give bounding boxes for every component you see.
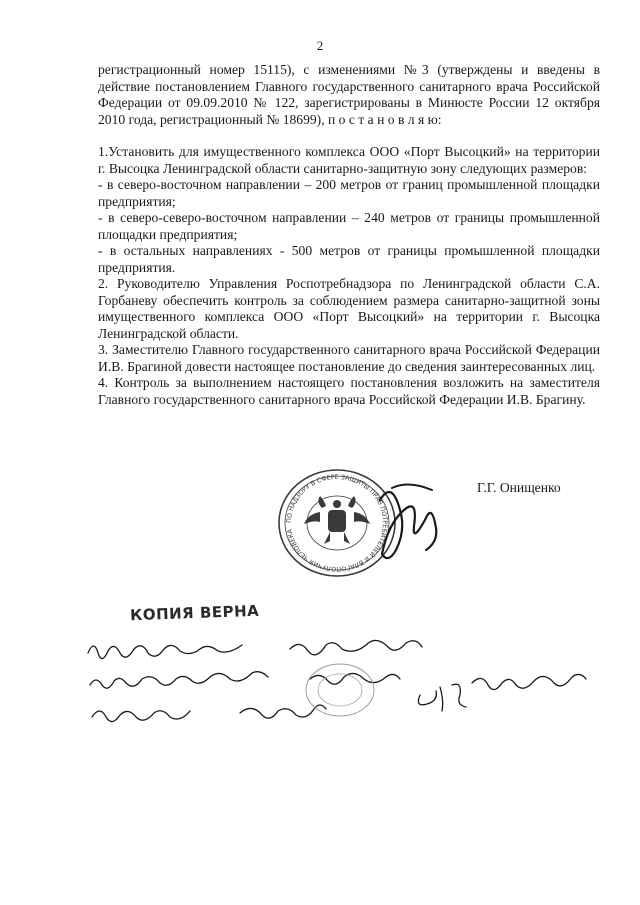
eagle-emblem-icon <box>304 496 370 544</box>
paragraph-item-1a: - в северо-восточном направлении – 200 метров от границ промышленной площадки предприятия; <box>98 177 600 209</box>
small-round-stamp <box>300 660 380 720</box>
paragraph-intro: регистрационный номер 15115), с изменениями №3 (утверждены и введены в действие постановлением Главного государственного санитарного врача Российской Федерации от 09.09.2010 № 122, зарегистрированы в Минюсте России 12 октября 2010 года, регистрационный № 18699), п о с т а н о в л я ю: <box>98 62 600 127</box>
paragraph-item-1c: - в остальных направлениях - 500 метров от границы промышленной площадки предприятия. <box>98 243 600 275</box>
paragraph-item-4: 4. Контроль за выполнением настоящего постановления возложить на заместителя Главного государственного санитарного врача Российской Федерации И.В. Брагину. <box>98 375 600 407</box>
signature-mark <box>370 470 450 570</box>
paragraph-item-1b: - в северо-северо-восточном направлении – 240 метров от границы промышленной площадки предприятия; <box>98 210 600 242</box>
copy-verified-stamp: КОПИЯ ВЕРНА <box>129 601 260 625</box>
seal-ring-text: ПО НАДЗОРУ В СФЕРЕ ЗАЩИТЫ ПРАВ ПОТРЕБИТЕЛЕЙ И БЛАГОПОЛУЧИЯ ЧЕЛОВЕКА <box>285 473 389 573</box>
page-number: 2 <box>316 38 324 53</box>
paragraph-item-2: 2. Руководителю Управления Роспотребнадзора по Ленинградской области С.А. Горбаневу обеспечить контроль за соблюдением размера санитарно-защитной зоны имущественного комплекса ООО «Порт Высоцкий» на территории г. Высоцка Ленинградской области. <box>98 276 600 341</box>
paragraph-item-1: 1.Установить для имущественного комплекса ООО «Порт Высоцкий» на территории г. Высоцка Ленинградской области санитарно-защитную зону следующих размеров: <box>98 144 600 176</box>
paragraph-item-3: 3. Заместителю Главного государственного санитарного врача Российской Федерации И.В. Брагиной довести настоящее постановление до сведения заинтересованных лиц. <box>98 342 600 374</box>
signatory-name: Г.Г. Онищенко <box>477 480 561 495</box>
document-body <box>98 62 600 408</box>
